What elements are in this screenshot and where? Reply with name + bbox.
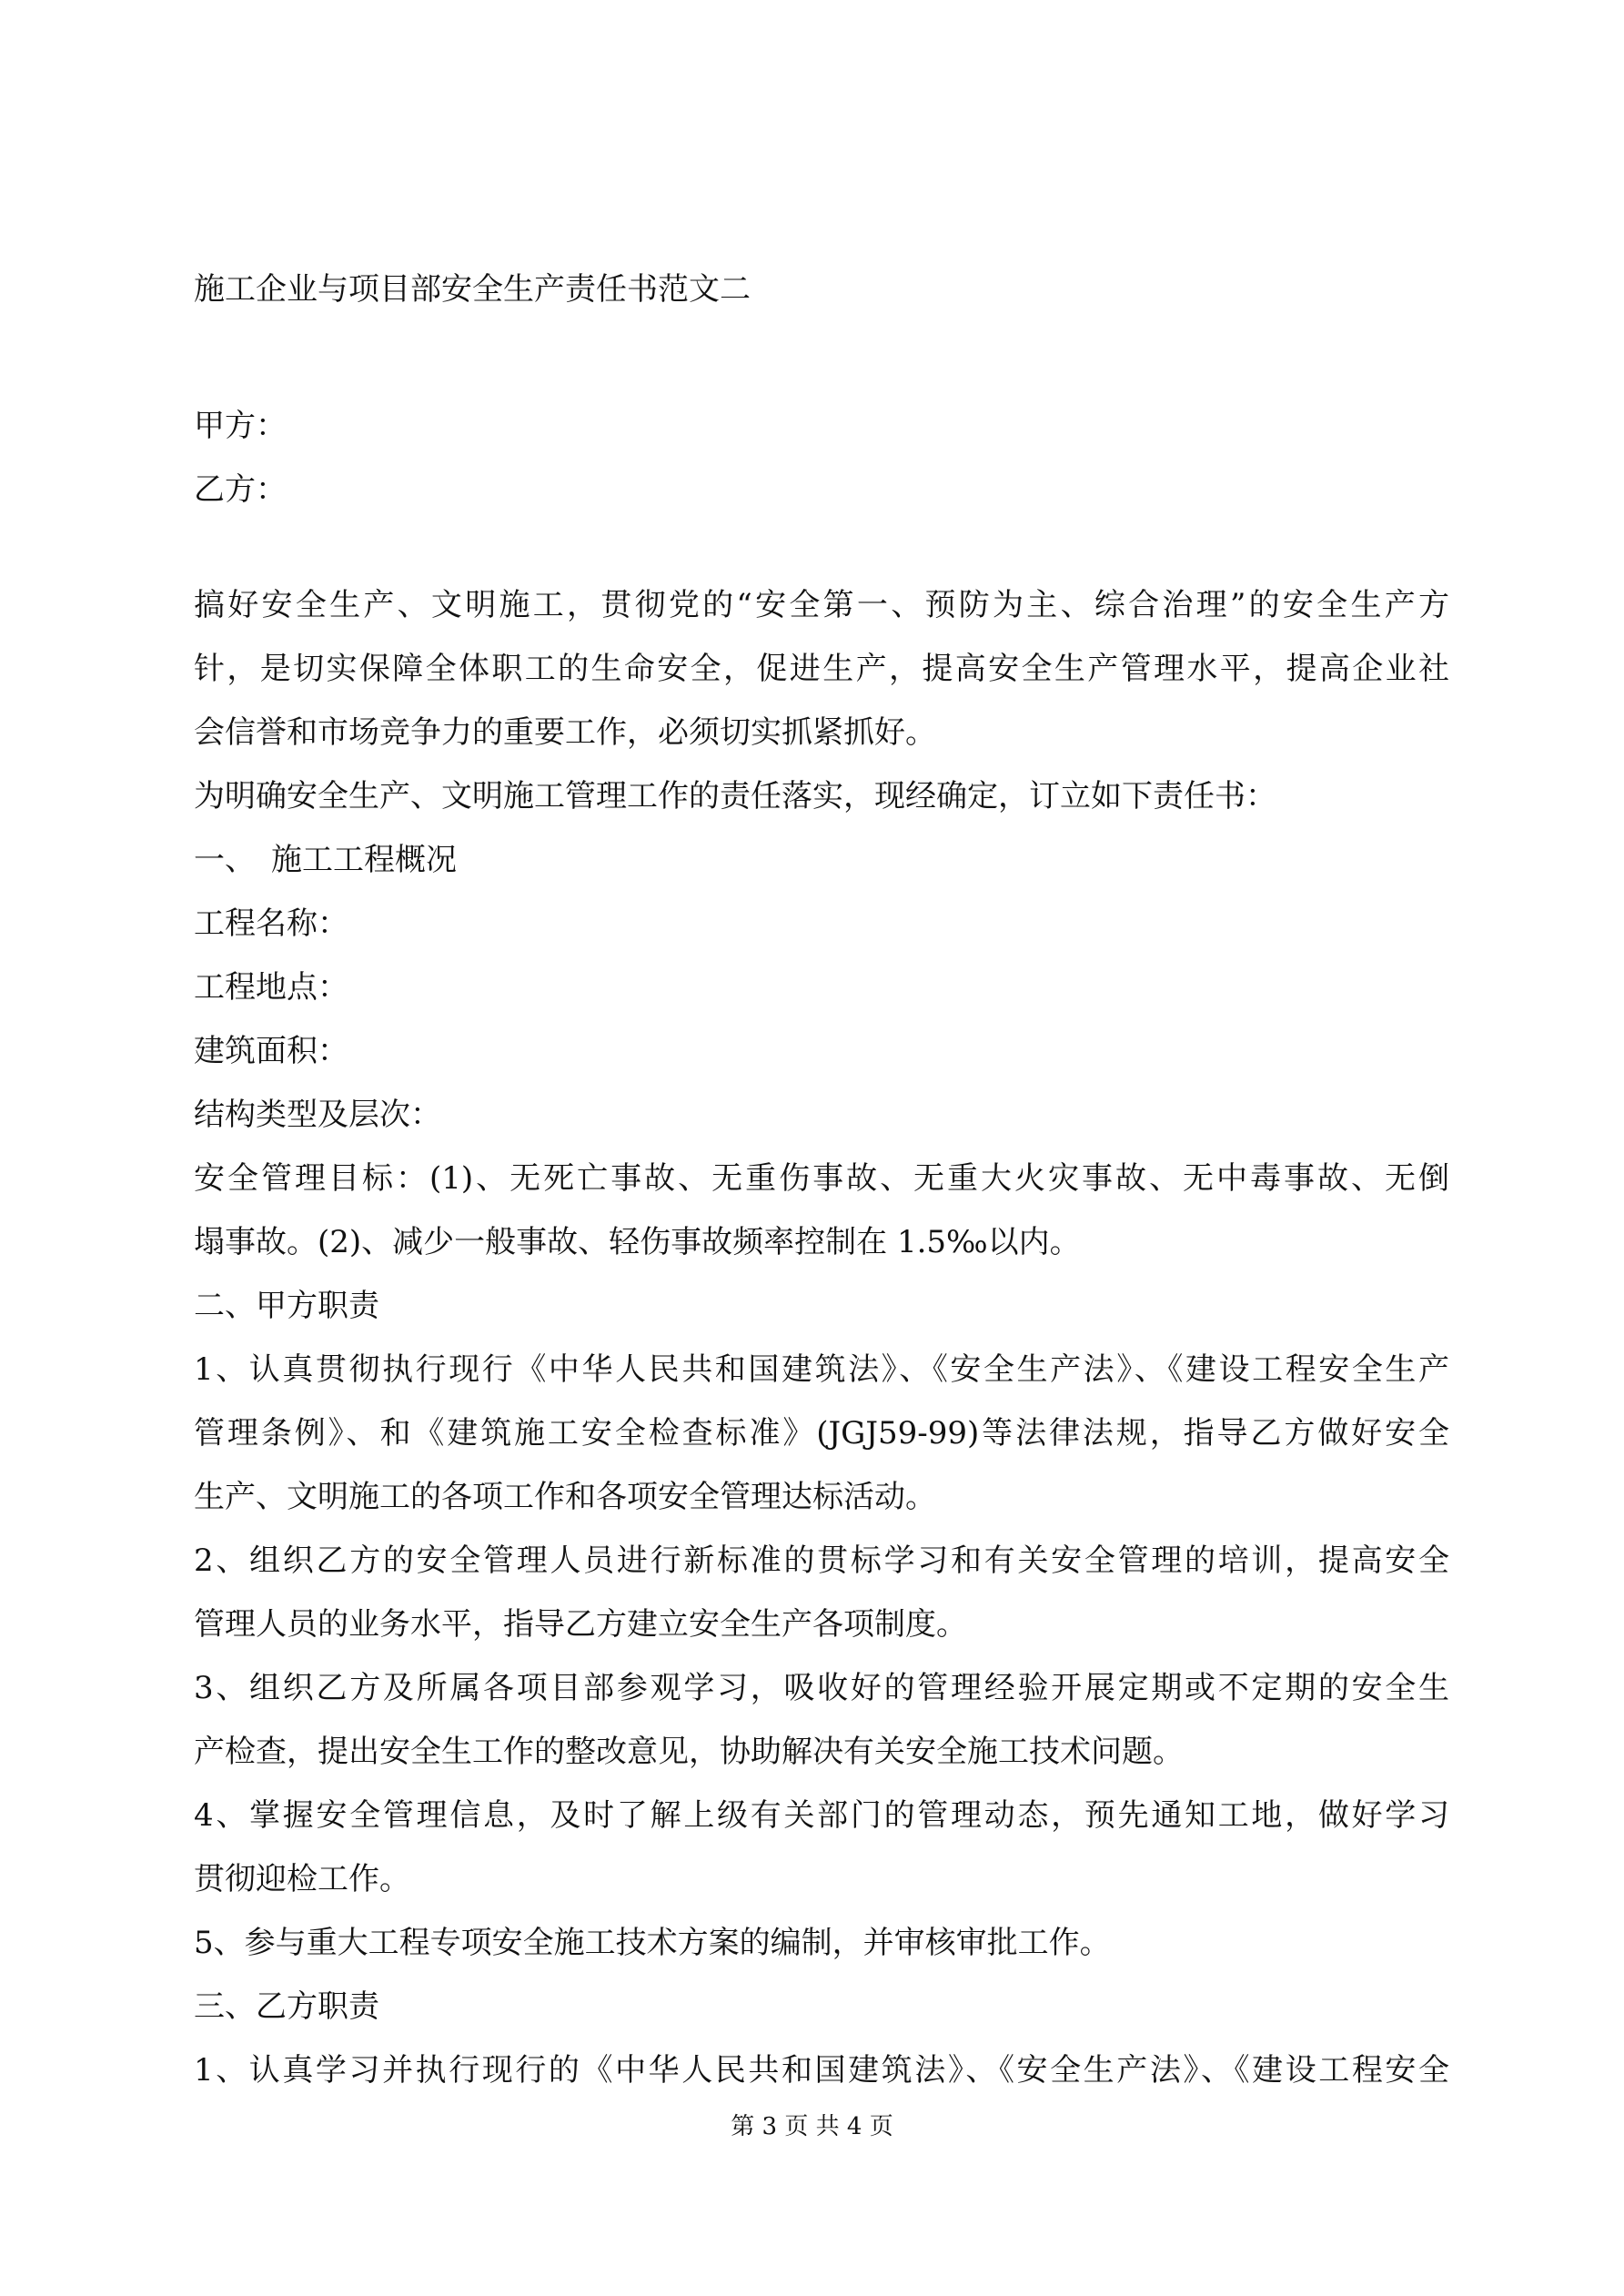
body-line: 塌事故。(2)、减少一般事故、轻伤事故频率控制在 1.5‰以内。 <box>194 1224 1081 1260</box>
body-line: 贯彻迎检工作。 <box>194 1861 410 1897</box>
body-line: 会信誉和市场竞争力的重要工作，必须切实抓紧抓好。 <box>194 714 936 751</box>
body-line: 工程名称： <box>194 905 348 942</box>
section-heading: 二、甲方职责 <box>194 1288 379 1324</box>
page-number-footer: 第 3 页 共 4 页 <box>731 2113 893 2140</box>
body-line: 1、认真学习并执行现行的《中华人民共和国建筑法》、《安全生产法》、《建设工程安全 <box>194 2052 1449 2089</box>
section-heading: 三、乙方职责 <box>194 1988 379 2025</box>
parties-block <box>194 394 1449 521</box>
document-title: 施工企业与项目部安全生产责任书范文二 <box>194 271 751 308</box>
body-line: 结构类型及层次： <box>194 1097 441 1133</box>
body-line: 建筑面积： <box>194 1033 348 1069</box>
body-line: 产检查，提出安全生工作的整改意见，协助解决有关安全施工技术问题。 <box>194 1734 1184 1770</box>
body-line: 搞好安全生产、文明施工，贯彻党的“安全第一、预防为主、综合治理”的安全生产方 <box>194 587 1449 623</box>
body-line: 安全管理目标：(1)、无死亡事故、无重伤事故、无重大火灾事故、无中毒事故、无倒 <box>194 1160 1449 1197</box>
body-line: 管理条例》、和《建筑施工安全检查标准》(JGJ59-99)等法律法规，指导乙方做好安全 <box>194 1415 1449 1451</box>
body-line: 2、组织乙方的安全管理人员进行新标准的贯标学习和有关安全管理的培训，提高安全 <box>194 1542 1449 1579</box>
body-line: 为明确安全生产、文明施工管理工作的责任落实，现经确定，订立如下责任书： <box>194 778 1276 814</box>
body-line: 针，是切实保障全体职工的生命安全，促进生产，提高安全生产管理水平，提高企业社 <box>194 651 1449 687</box>
body-line: 管理人员的业务水平，指导乙方建立安全生产各项制度。 <box>194 1606 967 1643</box>
body-line: 1、认真贯彻执行现行《中华人民共和国建筑法》、《安全生产法》、《建设工程安全生产 <box>194 1351 1449 1388</box>
body-line: 5、参与重大工程专项安全施工技术方案的编制，并审核审批工作。 <box>194 1925 1111 1961</box>
body-line: 工程地点： <box>194 969 348 1006</box>
party-a-label: 甲方： <box>194 408 287 444</box>
body-line: 生产、文明施工的各项工作和各项安全管理达标活动。 <box>194 1479 936 1515</box>
body-line: 4、掌握安全管理信息，及时了解上级有关部门的管理动态，预先通知工地，做好学习 <box>194 1797 1449 1834</box>
body-line: 3、组织乙方及所属各项目部参观学习，吸收好的管理经验开展定期或不定期的安全生 <box>194 1670 1449 1706</box>
party-b-label: 乙方： <box>194 471 287 508</box>
body-text <box>194 573 1449 2102</box>
section-heading: 一、 施工工程概况 <box>194 842 457 878</box>
